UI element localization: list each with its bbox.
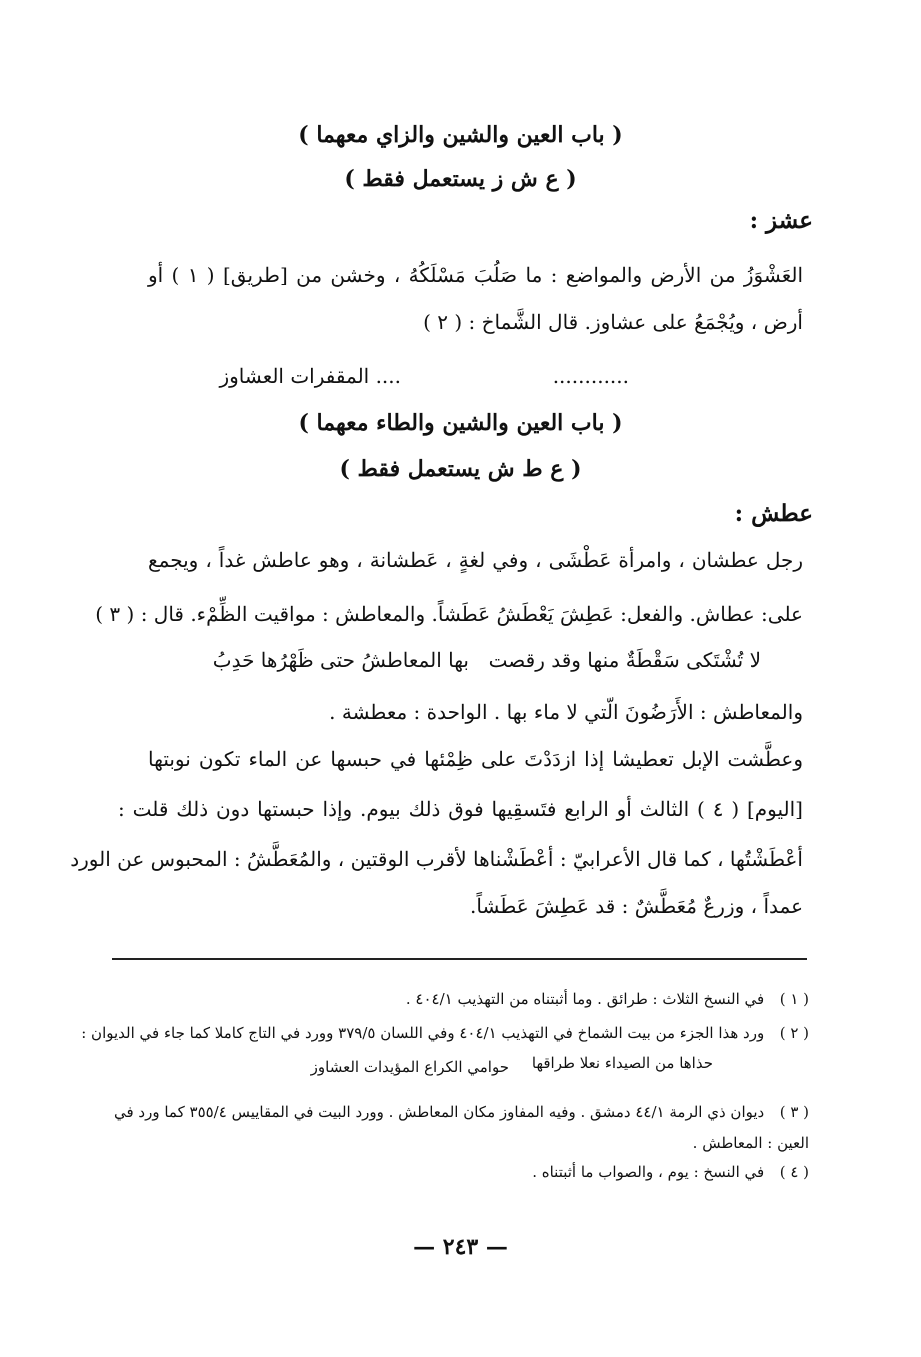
page-number: — ٢٤٣ — [413,1234,508,1260]
footnote-verse-second: حوامي الكراع المؤيدات العشاوز [310,1058,509,1076]
footnote-2 [81,1024,809,1042]
footnote-number: ( ١ ) [779,990,809,1008]
entry-text-line: وعطَّشت الإبل تعطيشا إذا ازدَدْتَ على ظِمْئها في حبسها عن الماء تكون نوبتها [148,747,803,771]
verse-hemistich-first: ............ [552,364,629,388]
footnote-3 [114,1103,809,1121]
verse-hemistich-second: .... المقفرات العشاوز [219,364,401,388]
footnote-4 [532,1163,809,1181]
entry-text-line: رجل عطشان ، وامرأة عَطْشَى ، وفي لغةٍ ، عَطشانة ، وهو عاطش غداً ، ويجمع [148,548,803,572]
entry-text-line: [اليوم] ( ٤ ) الثالث أو الرابع فتَسقِيها فوق ذلك بيوم. وإذا حبستها دون ذلك قلت : [118,797,803,821]
footnote-verse-first: حذاها من الصيداء نعلا طراقها [531,1054,713,1072]
footnote-3-continued: العين : المعاطش . [692,1134,809,1152]
footnote-number: ( ٢ ) [779,1024,809,1042]
headword-atash: عطش : [734,500,813,527]
entry-text-line: على: عطاش. والفعل: عَطِشَ يَعْطَشُ عَطَشاً. والمعاطش : مواقيت الظِّمْء. قال : ( ٣ ) [95,602,803,626]
headword-ashz: عشز : [749,207,813,234]
verse-hemistich-first: لا تُشْتَكى سَقْطَةٌ منها وقد رقصت [488,648,761,672]
section-subheading-ayn-shin-zay: ( ع ش ز يستعمل فقط ) [344,166,577,192]
section-heading-ayn-shin-zay: ( باب العين والشين والزاي معهما ) [298,122,623,148]
footnote-text: ديوان ذي الرمة ٤٤/١ دمشق . وفيه المفاوز مكان المعاطش . وورد البيت في المقاييس ٣٥٥/٤ كما ورد في [113,1103,765,1121]
entry-text-line: العَشْوَزُ من الأرض والمواضع : ما صَلُبَ مَسْلَكُهُ ، وخشن من [طريق] ( ١ ) أو [148,263,803,287]
verse-hemistich-second: بها المعاطشُ حتى ظَهْرُها حَدِبُ [212,648,469,672]
footnote-text: ورد هذا الجزء من بيت الشماخ في التهذيب ٤٠٤/١ وفي اللسان ٣٧٩/٥ وورد في التاج كاملا كما جاء في الديوان : [81,1024,765,1042]
entry-text-line: أعْطَشْتُها ، كما قال الأعرابيّ : أعْطَشْناها لأقرب الوقتين ، والمُعَطَّشُ : المحبوس عن الورد [70,847,803,871]
footnote-number: ( ٣ ) [779,1103,809,1121]
entry-text-line: عمداً ، وزرعٌ مُعَطَّشٌ : قد عَطِشَ عَطَشاً. [470,894,803,918]
section-subheading-ayn-ta-shin: ( ع ط ش يستعمل فقط ) [339,456,582,482]
footnote-divider [112,958,807,960]
footnote-text: في النسخ : يوم ، والصواب ما أثبتناه . [532,1163,765,1181]
entry-text-line: والمعاطش : الأَرَضُونَ الّتي لا ماء بها . الواحدة : معطشة . [329,700,803,724]
entry-text-line: أرض ، ويُجْمَعُ على عشاوز. قال الشَّماخ : ( ٢ ) [423,310,803,334]
footnote-number: ( ٤ ) [779,1163,809,1181]
footnote-1 [406,990,809,1008]
section-heading-ayn-shin-ta: ( باب العين والشين والطاء معهما ) [298,410,623,436]
footnote-text: في النسخ الثلاث : طرائق . وما أثبتناه من التهذيب ٤٠٤/١ . [405,990,765,1008]
